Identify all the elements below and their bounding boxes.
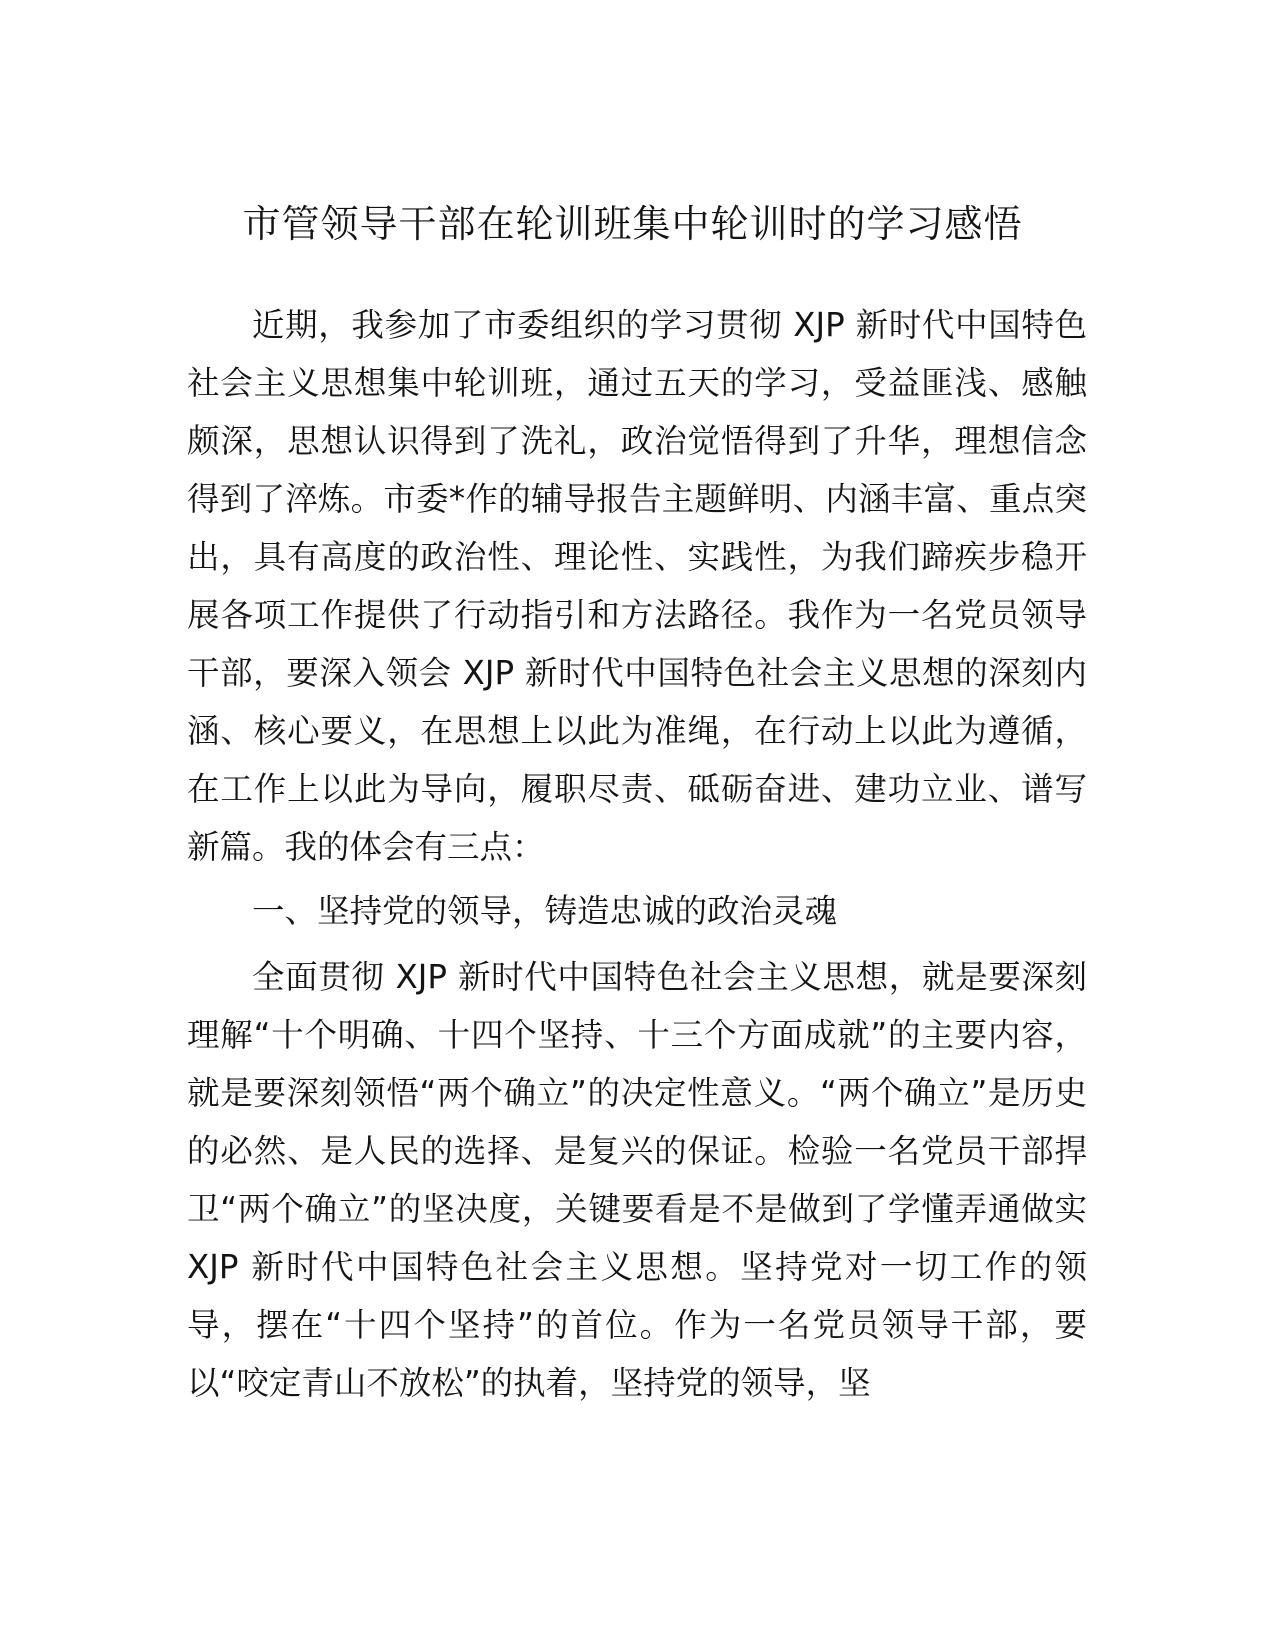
intro-paragraph: 近期，我参加了市委组织的学习贯彻 XJP 新时代中国特色社会主义思想集中轮训班，通过五天的学习，受益匪浅、感触颇深，思想认识得到了洗礼，政治觉悟得到了升华，理想信念得到了淬炼。市委*作的辅导报告主题鲜明、内涵丰富、重点突出，具有高度的政治性、理论性、实践性，为我们蹄疾步稳开展各项工作提供了行动指引和方法路径。我作为一名党员领导干部，要深入领会 XJP 新时代中国特色社会主义思想的深刻内涵、核心要义，在思想上以此为准绳，在行动上以此为遵循，在工作上以此为导向，履职尽责、砥砺奋进、建功立业、谱写新篇。我的体会有三点： (187, 306, 1087, 866)
section-heading-1: 一、坚持党的领导，铸造忠诚的政治灵魂 (252, 892, 838, 930)
section-1-paragraph: 全面贯彻 XJP 新时代中国特色社会主义思想，就是要深刻理解“十个明确、十四个坚持、十三个方面成就”的主要内容，就是要深刻领悟“两个确立”的决定性意义。“两个确立”是历史的必然、是人民的选择、是复兴的保证。检验一名党员干部捍卫“两个确立”的坚决度，关键要看是不是做到了学懂弄通做实 XJP 新时代中国特色社会主义思想。坚持党对一切工作的领导，摆在“十四个坚持”的首位。作为一名党员领导干部，要以“咬定青山不放松”的执着，坚持党的领导，坚 (187, 958, 1087, 1402)
document-title: 市管领导干部在轮训班集中轮训时的学习感悟 (242, 202, 1023, 246)
document-body (187, 296, 1087, 1412)
